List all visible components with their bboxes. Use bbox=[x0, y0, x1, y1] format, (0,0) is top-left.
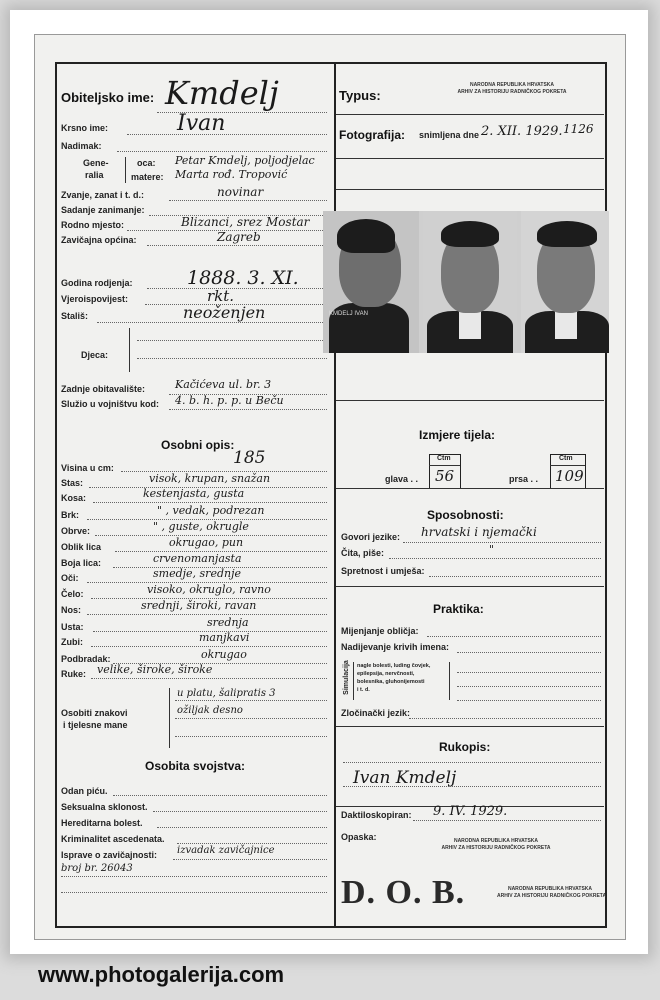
head-measure-label: glava . . bbox=[385, 474, 419, 484]
hereditary-label: Hereditarna bolest. bbox=[61, 818, 143, 828]
police-record-card bbox=[34, 34, 626, 940]
simulation-text: nagle bolesti, luding čovjek, epilepsija, nervčnosti, bolesnika, gluhonijemosti i t. d. bbox=[357, 663, 431, 693]
hair-label: Kosa: bbox=[61, 493, 87, 503]
front-photo bbox=[423, 211, 517, 353]
birthplace-value: Blizanci, srez Mostar bbox=[181, 215, 310, 229]
fingerprint-label: Daktiloskopiran: bbox=[341, 810, 412, 820]
reads-label: Čita, piše: bbox=[341, 548, 385, 558]
simulation-label: Simulacija bbox=[342, 660, 350, 695]
mugshot-strip bbox=[323, 211, 609, 353]
docs-value-1: izvadak zavičajnice bbox=[177, 845, 275, 856]
build-label: Stas: bbox=[61, 478, 84, 488]
forehead-label: Čelo: bbox=[61, 589, 84, 599]
dob-stamp: D. O. B. bbox=[341, 874, 466, 911]
criminal-language-label: Zločinački jezik: bbox=[341, 708, 411, 718]
personal-description-title: Osobni opis: bbox=[161, 438, 235, 452]
face-shape-value: okrugao, pun bbox=[169, 536, 244, 549]
docs-label: Isprave o zavičajnosti: bbox=[61, 850, 158, 860]
drink-label: Odan piću. bbox=[61, 786, 108, 796]
given-name-value: Ivan bbox=[177, 111, 226, 136]
hands-label: Ruke: bbox=[61, 669, 87, 679]
mouth-value: srednja bbox=[207, 616, 249, 629]
languages-value: hrvatski i njemački bbox=[421, 525, 537, 539]
practices-title: Praktika: bbox=[433, 602, 484, 616]
chin-value: okrugao bbox=[201, 648, 247, 661]
father-value: Petar Kmdelj, poljodjelac bbox=[175, 154, 315, 167]
head-measure-value: 56 bbox=[435, 467, 455, 485]
nose-label: Nos: bbox=[61, 605, 81, 615]
card-border bbox=[55, 62, 607, 928]
municipality-label: Zavičajna općina: bbox=[61, 235, 137, 245]
typus-label: Typus: bbox=[339, 88, 381, 103]
birthplace-label: Rodno mjesto: bbox=[61, 220, 124, 230]
birthyear-label: Godina rodjenja: bbox=[61, 278, 133, 288]
special-traits-title: Osobita svojstva: bbox=[145, 759, 246, 773]
false-names-label: Nadijevanje krivih imena: bbox=[341, 642, 450, 652]
military-label: Služio u vojništvu kod: bbox=[61, 399, 160, 409]
forehead-value: visoko, okruglo, ravno bbox=[147, 583, 271, 596]
marks-label-1: Osobiti znakovi bbox=[61, 708, 128, 718]
languages-label: Govori jezike: bbox=[341, 532, 401, 542]
occupation-label: Zvanje, zanat i t. d.: bbox=[61, 190, 145, 200]
handwriting-title: Rukopis: bbox=[439, 740, 491, 754]
mother-value: Marta rođ. Tropović bbox=[175, 168, 288, 181]
marks-value-1: u platu, šalipratis 3 bbox=[177, 688, 276, 699]
face-change-label: Mijenjanje obličja: bbox=[341, 626, 419, 636]
height-label: Visina u cm: bbox=[61, 463, 114, 473]
skill-label: Spretnost i umješa: bbox=[341, 566, 425, 576]
marks-value-2: ožiljak desno bbox=[177, 705, 243, 716]
father-label: oca: bbox=[137, 158, 156, 168]
municipality-value: Zagreb bbox=[217, 230, 261, 244]
criminality-label: Kriminalitet ascedenata. bbox=[61, 834, 165, 844]
photo-label: Fotografija: bbox=[339, 128, 405, 142]
last-residence-label: Zadnje obitavalište: bbox=[61, 384, 146, 394]
hair-value: kestenjasta, gusta bbox=[143, 487, 245, 500]
cm-label-head: Ctm bbox=[437, 455, 451, 462]
nose-value: srednji, široki, ravan bbox=[141, 599, 257, 612]
build-value: visok, krupan, snažan bbox=[149, 472, 271, 485]
marital-label: Stališ: bbox=[61, 311, 89, 321]
chest-measure-label: prsa . . bbox=[509, 474, 539, 484]
profile-photo bbox=[323, 211, 419, 353]
photo-number-value: 1126 bbox=[563, 122, 594, 136]
chin-label: Podbradak: bbox=[61, 654, 111, 664]
photo-name-plate: KMDELJ IVAN bbox=[329, 311, 368, 317]
column-divider bbox=[334, 64, 336, 926]
surname-label: Obiteljsko ime: bbox=[61, 90, 155, 105]
mother-label: matere: bbox=[131, 172, 164, 182]
teeth-label: Zubi: bbox=[61, 637, 83, 647]
face-color-label: Boja lica: bbox=[61, 558, 102, 568]
military-value: 4. b. h. p. p. u Beču bbox=[175, 394, 284, 407]
face-color-value: crvenomanjasta bbox=[153, 552, 242, 565]
nickname-label: Nadimak: bbox=[61, 141, 102, 151]
face-shape-label: Oblik lica bbox=[61, 542, 102, 552]
photo-taken-label: snimljena dne bbox=[419, 130, 480, 140]
eyes-label: Oči: bbox=[61, 573, 79, 583]
occupation-value: novinar bbox=[217, 185, 264, 199]
brows-value: " , guste, okrugle bbox=[153, 520, 249, 533]
reads-value: " bbox=[489, 543, 495, 556]
teeth-value: manjkavi bbox=[199, 631, 250, 644]
body-measures-title: Izmjere tijela: bbox=[419, 428, 496, 442]
docs-value-2: broj br. 26043 bbox=[61, 863, 133, 874]
religion-label: Vjeroispovijest: bbox=[61, 294, 129, 304]
religion-value: rkt. bbox=[207, 287, 235, 305]
archive-stamp-top: NARODNA REPUBLIKA HRVATSKA ARHIV ZA HISTORIJU RADNIČKOG POKRETA bbox=[457, 82, 567, 95]
surname-value: Kmdelj bbox=[165, 74, 279, 112]
hands-value: velike, široke, široke bbox=[97, 663, 213, 676]
archive-stamp-bottom: NARODNA REPUBLIKA HRVATSKA ARHIV ZA HISTORIJU RADNIČKOG POKRETA bbox=[497, 886, 607, 899]
current-job-label: Sadanje zanimanje: bbox=[61, 205, 145, 215]
marital-value: neoženjen bbox=[183, 303, 266, 322]
height-value: 185 bbox=[233, 448, 266, 468]
archive-stamp-middle: NARODNA REPUBLIKA HRVATSKA ARHIV ZA HISTORIJU RADNIČKOG POKRETA bbox=[441, 838, 551, 851]
eyes-value: smedje, srednje bbox=[153, 567, 241, 580]
brows-label: Obrve: bbox=[61, 526, 91, 536]
fingerprint-value: 9. IV. 1929. bbox=[433, 804, 508, 819]
chest-measure-value: 109 bbox=[555, 467, 584, 485]
moustache-value: " , vedak, podrezan bbox=[157, 504, 265, 517]
last-residence-value: Kačićeva ul. br. 3 bbox=[175, 378, 272, 391]
website-watermark: www.photogalerija.com bbox=[38, 962, 285, 987]
signature: Ivan Kmdelj bbox=[353, 768, 457, 788]
birthyear-value: 1888. 3. XI. bbox=[187, 267, 299, 289]
note-label: Opaska: bbox=[341, 832, 377, 842]
mouth-label: Usta: bbox=[61, 622, 84, 632]
children-label: Djeca: bbox=[81, 350, 109, 360]
three-quarter-photo bbox=[521, 211, 609, 353]
given-name-label: Krsno ime: bbox=[61, 123, 109, 133]
abilities-title: Sposobnosti: bbox=[427, 508, 504, 522]
moustache-label: Brk: bbox=[61, 510, 80, 520]
generalia-label-1: Gene- bbox=[83, 158, 109, 168]
generalia-label-2: ralia bbox=[85, 170, 104, 180]
photo-date-value: 2. XII. 1929. bbox=[481, 124, 563, 139]
cm-label-chest: Ctm bbox=[559, 455, 573, 462]
marks-label-2: i tjelesne mane bbox=[63, 720, 128, 730]
sexual-label: Seksualna sklonost. bbox=[61, 802, 148, 812]
